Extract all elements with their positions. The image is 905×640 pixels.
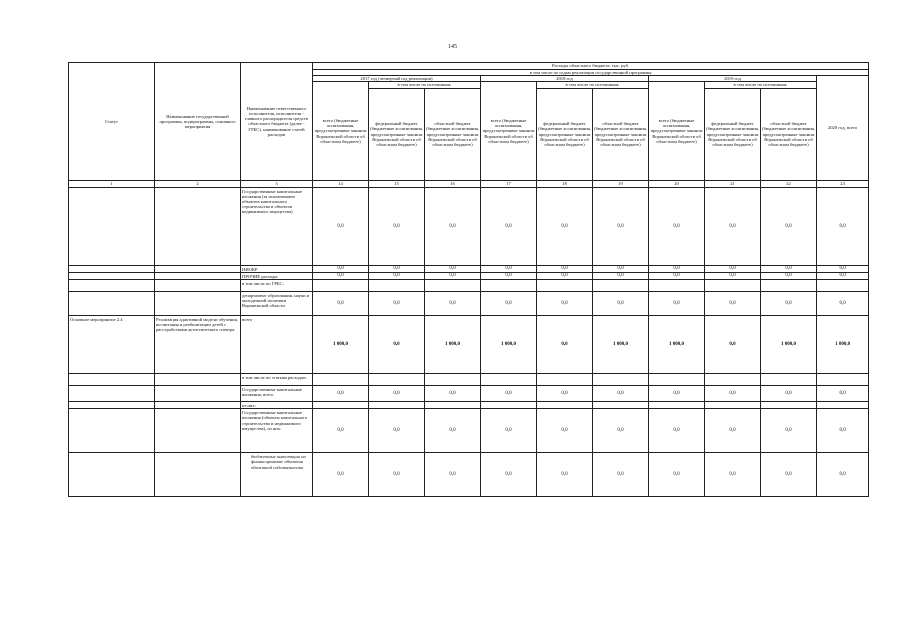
value-cell xyxy=(817,280,869,292)
value-cell: 0,0 xyxy=(761,386,817,402)
value-cell: 0,0 xyxy=(705,292,761,316)
expense-item-cell: всего xyxy=(241,316,313,374)
value-cell xyxy=(649,280,705,292)
table-row xyxy=(69,386,869,402)
value-cell: 0,0 xyxy=(705,409,761,453)
value-cell: 0,0 xyxy=(425,453,481,497)
col-number: 19 xyxy=(593,180,649,187)
value-cell: 0,0 xyxy=(593,187,649,265)
col-number: 3 xyxy=(241,180,313,187)
table-row xyxy=(69,453,869,497)
value-cell xyxy=(705,402,761,409)
col-number: 14 xyxy=(313,180,369,187)
year-2017-header: 2017 год (четвертый год реализации) xyxy=(313,76,481,82)
col-number: 17 xyxy=(481,180,537,187)
expense-item-cell: НИОКР xyxy=(241,265,313,272)
value-cell xyxy=(481,280,537,292)
program-cell xyxy=(155,402,241,409)
value-cell xyxy=(481,374,537,386)
status-cell xyxy=(69,187,155,265)
expense-item-cell: Государственные капитальные вложения (объекты капитального строительства и недвижимого имущества), из них: xyxy=(241,409,313,453)
value-cell: 0,0 xyxy=(649,292,705,316)
value-cell: 0,0 xyxy=(425,386,481,402)
value-cell: 0,0 xyxy=(481,187,537,265)
value-cell: 1 000,0 xyxy=(313,316,369,374)
value-cell xyxy=(313,280,369,292)
col-number: 18 xyxy=(537,180,593,187)
value-cell xyxy=(313,402,369,409)
value-cell: 0,0 xyxy=(705,386,761,402)
value-cell: 0,0 xyxy=(313,292,369,316)
executor-header: Наименование ответственного исполнителя, исполнителя - главного распорядителя средств областного бюджета (далее - ГРБС), наименование статей расходов xyxy=(241,63,313,181)
program-cell xyxy=(155,292,241,316)
expense-item-cell: в том числе по ГРБС: xyxy=(241,280,313,292)
value-cell: 0,0 xyxy=(481,272,537,279)
table-row xyxy=(69,374,869,386)
value-cell: 0,0 xyxy=(705,272,761,279)
value-cell: 0,0 xyxy=(649,453,705,497)
value-cell: 0,0 xyxy=(313,409,369,453)
value-cell: 0,0 xyxy=(481,453,537,497)
total-2018-header: всего (бюджетные ассигнования, предусмотренные законом Воронежской области об областном бюджете) xyxy=(481,82,537,180)
value-cell: 0,0 xyxy=(313,272,369,279)
value-cell xyxy=(761,374,817,386)
value-cell: 0,0 xyxy=(425,272,481,279)
total-2019-header: всего (бюджетные ассигнования, предусмотренные законом Воронежской области об областном бюджете) xyxy=(649,82,705,180)
value-cell: 0,0 xyxy=(649,409,705,453)
value-cell: 0,0 xyxy=(649,272,705,279)
value-cell: 0,0 xyxy=(761,265,817,272)
value-cell: 0,0 xyxy=(761,292,817,316)
status-cell xyxy=(69,409,155,453)
table-row xyxy=(69,402,869,409)
table-row xyxy=(69,409,869,453)
value-cell: 0,0 xyxy=(649,386,705,402)
value-cell: 0,0 xyxy=(705,187,761,265)
expense-item-cell: в том числе по статьям расходов: xyxy=(241,374,313,386)
col-number: 16 xyxy=(425,180,481,187)
value-cell xyxy=(425,374,481,386)
value-cell: 0,0 xyxy=(761,409,817,453)
table-row xyxy=(69,265,869,272)
sources-2019-header: в том числе по источникам: xyxy=(705,82,817,88)
value-cell xyxy=(481,402,537,409)
total-2017-header: всего (бюджетные ассигнования, предусмотренные законом Воронежской области об областном бюджете) xyxy=(313,82,369,180)
value-cell: 0,0 xyxy=(481,265,537,272)
value-cell: 0,0 xyxy=(369,386,425,402)
expense-item-cell: ПРОЧИЕ расходы xyxy=(241,272,313,279)
expense-item-cell: Государственные капитальные вложения, всего xyxy=(241,386,313,402)
program-cell xyxy=(155,374,241,386)
program-cell xyxy=(155,265,241,272)
value-cell: 0,0 xyxy=(537,386,593,402)
regional-2018-header: областной бюджет (бюджетные ассигнования, предусмотренные законом Воронежской области об областном бюджете) xyxy=(593,88,649,180)
program-name-header: Наименование государственной программы, подпрограммы, основного мероприятия xyxy=(155,63,241,181)
expense-item-cell: из них: xyxy=(241,402,313,409)
value-cell: 0,0 xyxy=(593,265,649,272)
value-cell: 0,0 xyxy=(817,272,869,279)
budget-table xyxy=(68,62,869,497)
value-cell: 0,0 xyxy=(369,453,425,497)
program-cell xyxy=(155,272,241,279)
value-cell: 0,0 xyxy=(817,386,869,402)
value-cell: 0,0 xyxy=(369,187,425,265)
value-cell: 0,0 xyxy=(313,453,369,497)
value-cell: 0,0 xyxy=(425,292,481,316)
value-cell: 0,0 xyxy=(705,453,761,497)
value-cell xyxy=(705,280,761,292)
value-cell xyxy=(593,374,649,386)
program-cell xyxy=(155,280,241,292)
col-number: 15 xyxy=(369,180,425,187)
regional-2019-header: областной бюджет (бюджетные ассигнования, предусмотренные законом Воронежской области об областном бюджете) xyxy=(761,88,817,180)
value-cell: 0,0 xyxy=(761,187,817,265)
sources-2018-header: в том числе по источникам: xyxy=(537,82,649,88)
col-number: 23 xyxy=(817,180,869,187)
value-cell: 0,0 xyxy=(425,409,481,453)
program-cell: Реализация адаптивной модели обучения, воспитания и реабилитации детей с расстройствами аутистического спектра xyxy=(155,316,241,374)
table-row xyxy=(69,316,869,374)
value-cell xyxy=(761,402,817,409)
value-cell xyxy=(593,280,649,292)
col-number: 1 xyxy=(69,180,155,187)
value-cell: 0,0 xyxy=(313,265,369,272)
status-cell xyxy=(69,402,155,409)
value-cell: 0,0 xyxy=(537,187,593,265)
status-cell xyxy=(69,453,155,497)
table-row xyxy=(69,280,869,292)
col-number: 22 xyxy=(761,180,817,187)
value-cell: 0,0 xyxy=(425,187,481,265)
sources-2017-header: в том числе по источникам: xyxy=(369,82,481,88)
federal-2018-header: федеральный бюджет (бюджетные ассигнования, предусмотренные законом Воронежской области об областном бюджете) xyxy=(537,88,593,180)
value-cell xyxy=(817,402,869,409)
status-header: Статус xyxy=(69,63,155,181)
value-cell xyxy=(369,280,425,292)
value-cell: 0,0 xyxy=(369,265,425,272)
table-row xyxy=(69,272,869,279)
expense-item-cell: бюджетные инвестиции на финансирование объектов областной собственности xyxy=(241,453,313,497)
col-number: 2 xyxy=(155,180,241,187)
value-cell xyxy=(649,374,705,386)
status-cell: Основное мероприятие 2.4 xyxy=(69,316,155,374)
value-cell: 0,0 xyxy=(705,316,761,374)
value-cell: 0,0 xyxy=(761,272,817,279)
value-cell: 0,0 xyxy=(817,409,869,453)
status-cell xyxy=(69,292,155,316)
program-cell xyxy=(155,187,241,265)
value-cell: 0,0 xyxy=(369,292,425,316)
value-cell: 0,0 xyxy=(481,386,537,402)
federal-2019-header: федеральный бюджет (бюджетные ассигнования, предусмотренные законом Воронежской области об областном бюджете) xyxy=(705,88,761,180)
value-cell: 0,0 xyxy=(313,386,369,402)
value-cell: 0,0 xyxy=(593,272,649,279)
budget-title-header: Расходы областного бюджета, тыс. руб. xyxy=(313,63,869,70)
program-cell xyxy=(155,453,241,497)
value-cell xyxy=(425,402,481,409)
value-cell xyxy=(817,374,869,386)
value-cell: 0,0 xyxy=(593,409,649,453)
federal-2017-header: федеральный бюджет (бюджетные ассигнования, предусмотренные законом Воронежской области об областном бюджете) xyxy=(369,88,425,180)
value-cell: 1 000,0 xyxy=(425,316,481,374)
value-cell: 0,0 xyxy=(817,187,869,265)
status-cell xyxy=(69,386,155,402)
value-cell: 1 000,0 xyxy=(761,316,817,374)
value-cell: 0,0 xyxy=(313,187,369,265)
value-cell: 1 000,0 xyxy=(593,316,649,374)
value-cell: 0,0 xyxy=(537,316,593,374)
value-cell: 0,0 xyxy=(481,409,537,453)
value-cell: 0,0 xyxy=(537,265,593,272)
expense-item-cell: департамент образования, науки и молодежной политики Воронежской области xyxy=(241,292,313,316)
value-cell xyxy=(369,402,425,409)
value-cell: 0,0 xyxy=(369,272,425,279)
value-cell: 0,0 xyxy=(817,265,869,272)
table-row xyxy=(69,187,869,265)
status-cell xyxy=(69,374,155,386)
status-cell xyxy=(69,265,155,272)
value-cell xyxy=(593,402,649,409)
value-cell: 0,0 xyxy=(481,292,537,316)
value-cell: 0,0 xyxy=(649,265,705,272)
value-cell xyxy=(537,374,593,386)
by-years-header: в том числе по годам реализации государственной программы xyxy=(313,70,869,76)
value-cell: 0,0 xyxy=(425,265,481,272)
regional-2017-header: областной бюджет (бюджетные ассигнования, предусмотренные законом Воронежской области об областном бюджете) xyxy=(425,88,481,180)
program-cell xyxy=(155,409,241,453)
year-2019-header: 2019 год xyxy=(649,76,817,82)
col-number: 20 xyxy=(649,180,705,187)
value-cell: 0,0 xyxy=(761,453,817,497)
program-cell xyxy=(155,386,241,402)
value-cell xyxy=(425,280,481,292)
value-cell: 1 000,0 xyxy=(817,316,869,374)
value-cell: 0,0 xyxy=(537,292,593,316)
value-cell: 0,0 xyxy=(817,292,869,316)
value-cell: 0,0 xyxy=(705,265,761,272)
value-cell: 1 000,0 xyxy=(649,316,705,374)
page-number: 145 xyxy=(448,44,457,50)
value-cell xyxy=(313,374,369,386)
table-row xyxy=(69,292,869,316)
value-cell: 0,0 xyxy=(537,272,593,279)
value-cell: 1 000,0 xyxy=(481,316,537,374)
status-cell xyxy=(69,280,155,292)
value-cell: 0,0 xyxy=(593,386,649,402)
expense-item-cell: Государственные капитальные вложения (за исключением объектов капитального строительства и объектов недвижимого имущества) xyxy=(241,187,313,265)
status-cell xyxy=(69,272,155,279)
col-number: 21 xyxy=(705,180,761,187)
year-2020-header: 2020 год, всего xyxy=(817,76,869,180)
value-cell xyxy=(649,402,705,409)
year-2018-header: 2018 год xyxy=(481,76,649,82)
value-cell: 0,0 xyxy=(593,292,649,316)
value-cell xyxy=(369,374,425,386)
value-cell: 0,0 xyxy=(369,409,425,453)
value-cell xyxy=(761,280,817,292)
value-cell: 0,0 xyxy=(817,453,869,497)
value-cell xyxy=(705,374,761,386)
value-cell xyxy=(537,280,593,292)
value-cell: 0,0 xyxy=(649,187,705,265)
value-cell: 0,0 xyxy=(537,409,593,453)
value-cell: 0,0 xyxy=(537,453,593,497)
value-cell: 0,0 xyxy=(369,316,425,374)
value-cell xyxy=(537,402,593,409)
value-cell: 0,0 xyxy=(593,453,649,497)
